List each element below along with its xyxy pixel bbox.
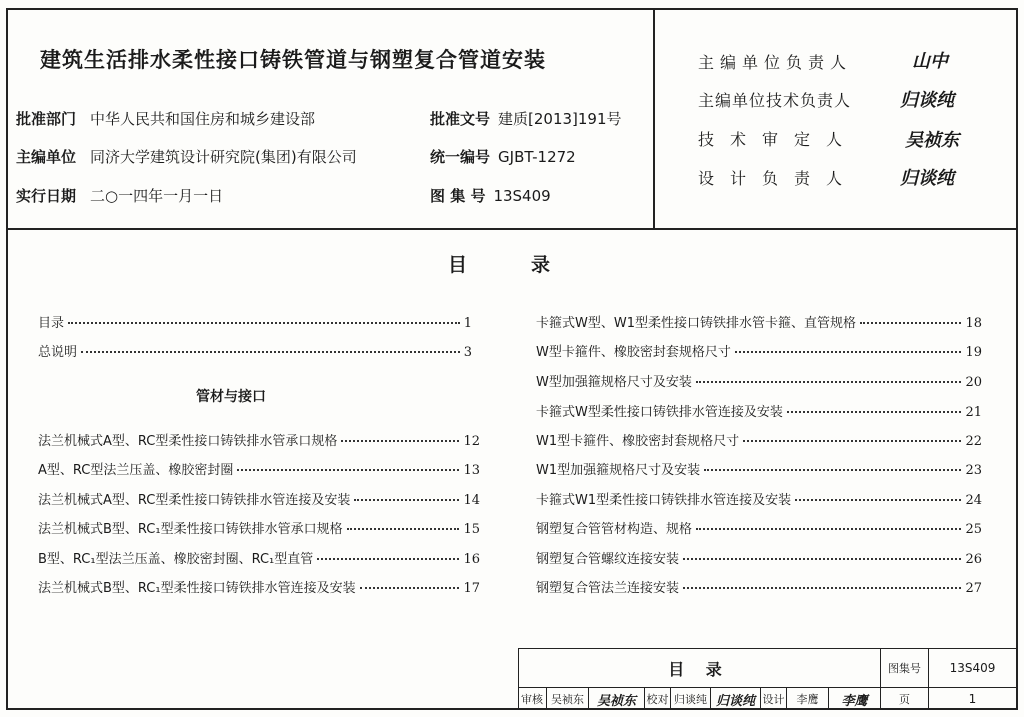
- effective-date-value: 二○一四年一月一日: [90, 187, 224, 205]
- responsible-signature-4: 归谈纯: [900, 168, 954, 189]
- review-signature: 吴祯东: [588, 688, 644, 710]
- toc-leader: [704, 469, 961, 471]
- toc-item-title: W型卡箍件、橡胶密封套规格尺寸: [536, 345, 731, 360]
- toc-leader: [696, 381, 962, 383]
- toc-item-title: A型、RC型法兰压盖、橡胶密封圈: [38, 463, 234, 478]
- document-title: 建筑生活排水柔性接口铸铁管道与钢塑复合管道安装: [40, 48, 546, 72]
- effective-date-label: 实行日期: [16, 187, 77, 205]
- approval-dept-label: 批准部门: [16, 110, 77, 128]
- toc-item-page: 22: [965, 434, 982, 449]
- toc-leader: [68, 322, 460, 324]
- toc-item-title: W型加强箍规格尺寸及安装: [536, 375, 692, 390]
- toc-item-page: 15: [463, 522, 480, 537]
- toc-item[interactable]: [536, 401, 982, 420]
- toc-item[interactable]: [38, 548, 480, 567]
- unified-no-label: 统一编号: [430, 148, 491, 166]
- editor-unit-label: 主编单位: [16, 148, 77, 166]
- toc-item-page: 12: [463, 434, 480, 449]
- toc-leader: [860, 322, 961, 324]
- atlas-value: 13S409: [928, 649, 1016, 687]
- approval-doc-row: [430, 108, 622, 129]
- toc-item-page: 19: [965, 345, 982, 360]
- toc-item-title: 钢塑复合管法兰连接安装: [536, 581, 680, 596]
- design-label: 设计: [760, 688, 786, 710]
- toc-leader: [743, 440, 961, 442]
- atlas-no-label: 图 集 号: [430, 187, 486, 205]
- toc-leader: [341, 440, 459, 442]
- responsible-role-2: 主编单位技术负责人: [698, 91, 852, 110]
- toc-item[interactable]: [38, 518, 480, 537]
- approval-doc-value: 建质[2013]191号: [498, 110, 622, 128]
- atlas-no-row: [430, 185, 551, 206]
- design-name: 李鹰: [786, 688, 828, 710]
- toc-item-page: 14: [463, 493, 480, 508]
- atlas-label: 图集号: [880, 649, 928, 687]
- responsible-role-1: 主编单位负责人: [698, 53, 853, 72]
- approval-dept-value: 中华人民共和国住房和城乡建设部: [90, 110, 316, 128]
- unified-no-row: [430, 146, 576, 167]
- toc-item[interactable]: [536, 371, 982, 390]
- toc-item-page: 24: [965, 493, 982, 508]
- check-name: 归谈纯: [670, 688, 710, 710]
- review-label: 审核: [521, 693, 543, 706]
- toc-leader: [735, 351, 962, 353]
- page-label: 页: [880, 688, 928, 710]
- check-signature: 归谈纯: [710, 688, 760, 710]
- responsible-role-3: 技术审定人: [698, 130, 859, 149]
- sheet-title: 目 录: [668, 659, 730, 679]
- toc-item[interactable]: [38, 312, 472, 331]
- toc-item-title: W1型卡箍件、橡胶密封套规格尺寸: [536, 434, 740, 449]
- toc-leader: [787, 411, 962, 413]
- toc-leader: [683, 587, 961, 589]
- responsible-signature-3: 吴祯东: [905, 130, 959, 151]
- unified-no-value: GJBT-1272: [498, 148, 576, 166]
- toc-item[interactable]: [38, 459, 480, 478]
- design-signature: 李鹰: [828, 688, 880, 710]
- toc-leader: [237, 469, 459, 471]
- header-divider-vertical: [653, 8, 655, 230]
- toc-item-title: 法兰机械式A型、RC型柔性接口铸铁排水管连接及安装: [38, 493, 351, 508]
- toc-item[interactable]: [38, 489, 480, 508]
- review-name: 吴祯东: [546, 688, 588, 710]
- responsible-signature-2: 归谈纯: [900, 90, 954, 111]
- responsible-role-4: 设计负责人: [698, 169, 859, 188]
- title-block: [518, 648, 1018, 710]
- toc-item[interactable]: [536, 489, 982, 508]
- toc-item-page: 18: [965, 316, 982, 331]
- toc-leader: [317, 558, 459, 560]
- toc-item-page: 27: [965, 581, 982, 596]
- toc-leader: [347, 528, 460, 530]
- toc-item-title: 法兰机械式B型、RC₁型柔性接口铸铁排水管承口规格: [38, 522, 343, 537]
- approval-dept-row: [16, 108, 315, 129]
- toc-item-title: 卡箍式W1型柔性接口铸铁排水管连接及安装: [536, 493, 792, 508]
- toc-item-title: 法兰机械式A型、RC型柔性接口铸铁排水管承口规格: [38, 434, 338, 449]
- toc-item[interactable]: [536, 341, 982, 360]
- editor-unit-row: [16, 146, 357, 167]
- toc-item-page: 13: [463, 463, 480, 478]
- toc-item-page: 20: [965, 375, 982, 390]
- toc-item-title: 卡箍式W型、W1型柔性接口铸铁排水管卡箍、直管规格: [536, 316, 856, 331]
- toc-item-page: 21: [965, 405, 982, 420]
- toc-item[interactable]: [38, 430, 480, 449]
- toc-item-page: 17: [463, 581, 480, 596]
- toc-item-title: 钢塑复合管螺纹连接安装: [536, 552, 680, 567]
- toc-item[interactable]: [38, 341, 472, 360]
- page-value: 1: [928, 688, 1016, 710]
- section-heading: 管材与接口: [196, 389, 266, 405]
- toc-item[interactable]: [536, 459, 982, 478]
- toc-item[interactable]: [536, 430, 982, 449]
- toc-item-page: 25: [965, 522, 982, 537]
- toc-item[interactable]: [536, 548, 982, 567]
- effective-date-row: [16, 185, 223, 206]
- toc-item[interactable]: [38, 577, 480, 596]
- toc-item-page: 23: [965, 463, 982, 478]
- toc-item[interactable]: [536, 312, 982, 331]
- toc-title: 目录: [448, 254, 615, 276]
- toc-item-page: 1: [463, 316, 472, 331]
- toc-item-title: 钢塑复合管管材构造、规格: [536, 522, 693, 537]
- toc-item-title: 目录: [38, 316, 65, 331]
- toc-item-title: B型、RC₁型法兰压盖、橡胶密封圈、RC₁型直管: [38, 552, 314, 567]
- toc-item[interactable]: [536, 518, 982, 537]
- editor-unit-value: 同济大学建筑设计研究院(集团)有限公司: [90, 148, 357, 166]
- toc-leader: [683, 558, 961, 560]
- approval-doc-label: 批准文号: [430, 110, 491, 128]
- toc-leader: [795, 499, 961, 501]
- responsible-signature-1: 山中: [912, 51, 948, 72]
- toc-item-title: 法兰机械式B型、RC₁型柔性接口铸铁排水管连接及安装: [38, 581, 356, 596]
- toc-item-page: 26: [965, 552, 982, 567]
- toc-item[interactable]: [536, 577, 982, 596]
- toc-leader: [81, 351, 460, 353]
- toc-item-title: W1型加强箍规格尺寸及安装: [536, 463, 701, 478]
- check-label: 校对: [644, 688, 670, 710]
- toc-leader: [696, 528, 961, 530]
- header-divider-horizontal: [6, 228, 1018, 230]
- toc-item-title: 总说明: [38, 345, 78, 360]
- toc-leader: [360, 587, 460, 589]
- toc-item-page: 16: [463, 552, 480, 567]
- atlas-no-value: 13S409: [493, 187, 551, 205]
- toc-leader: [354, 499, 459, 501]
- toc-item-page: 3: [463, 345, 472, 360]
- toc-item-title: 卡箍式W型柔性接口铸铁排水管连接及安装: [536, 405, 783, 420]
